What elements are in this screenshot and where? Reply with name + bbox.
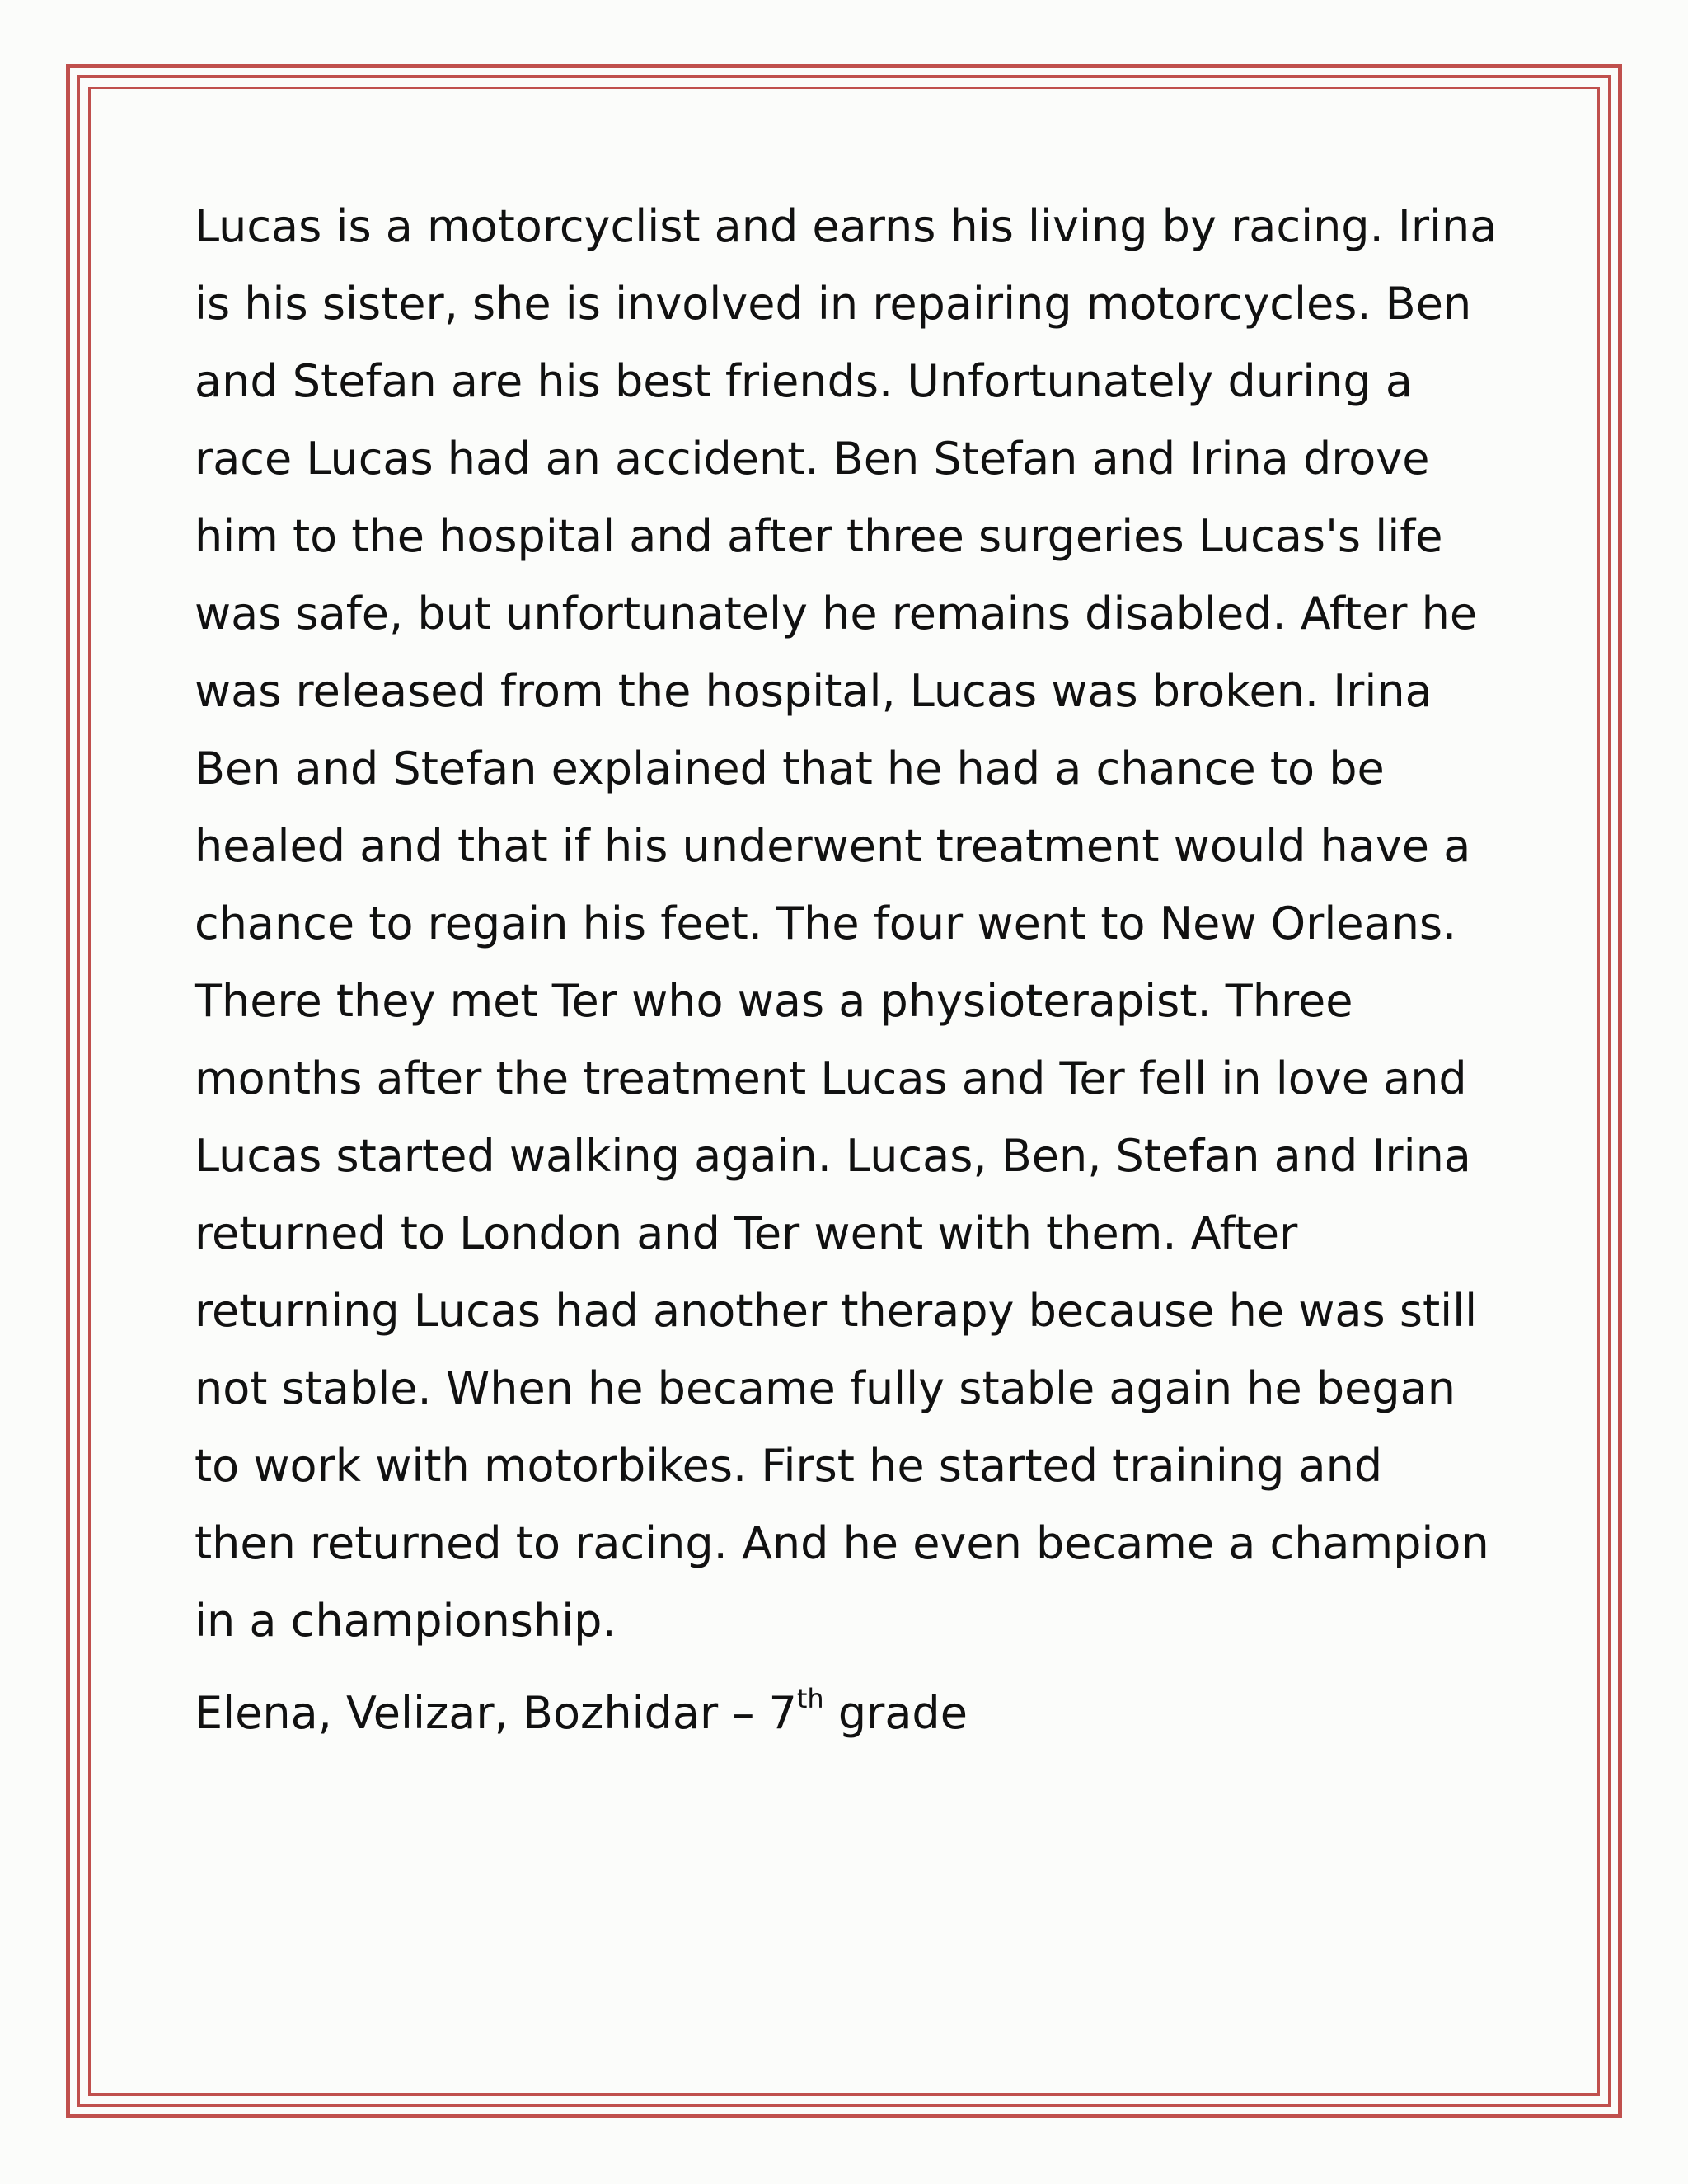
document-body [195,188,1513,1752]
credit-suffix: grade [823,1687,968,1739]
credit-names: Elena, Velizar, Bozhidar – 7 [195,1687,797,1739]
author-credit [195,1675,1513,1752]
credit-superscript: th [796,1683,824,1714]
story-paragraph: Lucas is a motorcyclist and earns his living by racing. Irina is his sister, she is involved in repairing motorcycles. Ben and Stefan are his best friends. Unfortunately during a race Lucas had an accident. Ben Stefan and Irina drove him to the hospital and after three surgeries Lucas's life was safe, but unfortunately he remains disabled. After he was released from the hospital, Lucas was broken. Irina Ben and Stefan explained that he had a chance to be healed and that if his underwent treatment would have a chance to regain his feet. The four went to New Orleans. There they met Ter who was a physioterapist. Three months after the treatment Lucas and Ter fell in love and Lucas started walking again. Lucas, Ben, Stefan and Irina returned to London and Ter went with them. After returning Lucas had another therapy because he was still not stable. When he became fully stable again he began to work with motorbikes. First he started training and then returned to racing. And he even became a champion in a championship. [195,200,1498,1647]
